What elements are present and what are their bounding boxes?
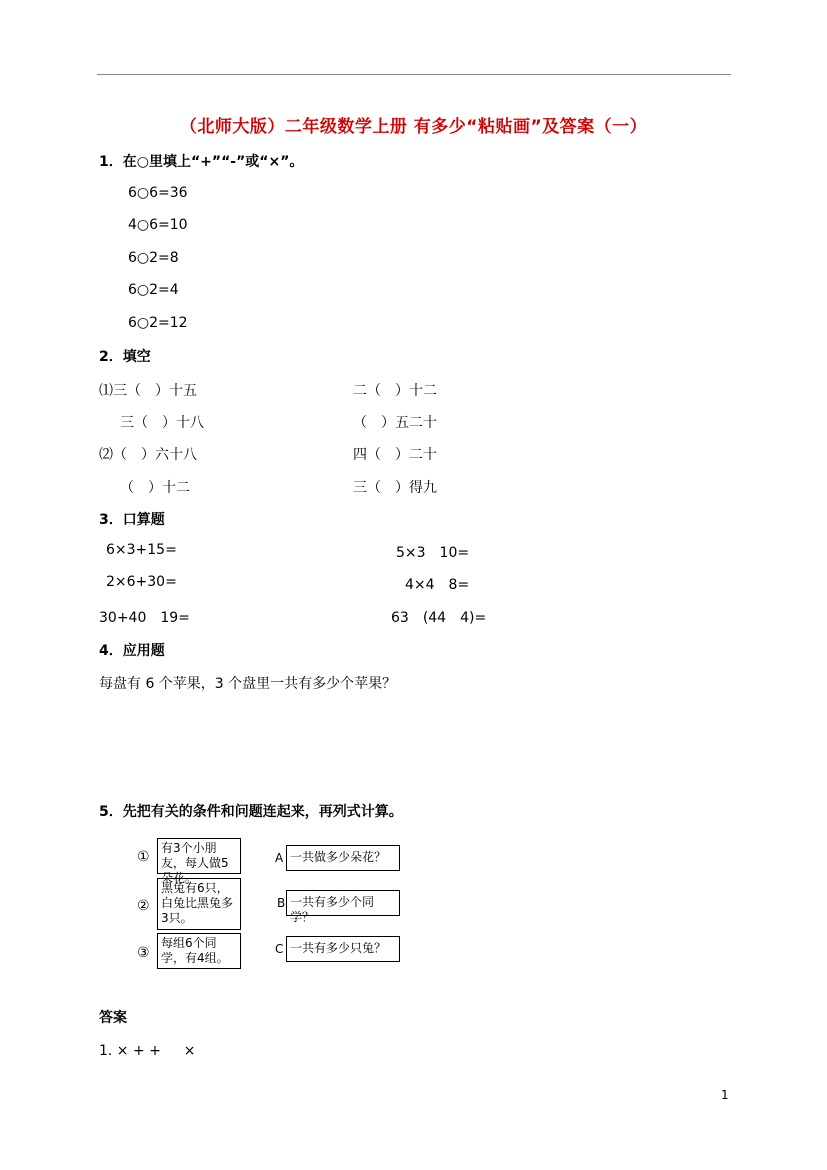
q1-item: 6○2=12 [128, 315, 188, 331]
answer-line: 1. × + + × [99, 1043, 196, 1059]
q2-left-cell: ⑴三（ ）十五 [99, 383, 197, 399]
q3-right-cell: 5×3 10= [396, 545, 470, 561]
q4-text: 每盘有 6 个苹果，3 个盘里一共有多少个苹果？ [99, 676, 397, 692]
condition-number: ③ [137, 945, 150, 961]
question-box: 一共有多少个同学？ [286, 890, 400, 916]
question-label: C [275, 942, 284, 956]
condition-number: ② [137, 898, 150, 914]
page-number: 1 [721, 1088, 729, 1102]
question-label: B [277, 896, 286, 910]
q3-right-cell: 4×4 8= [405, 577, 470, 593]
condition-box: 有3个小朋友，每人做5朵花。 [157, 838, 241, 874]
q3-left-cell: 2×6+30= [106, 574, 177, 590]
q3-right-cell: 63 (44 4)= [391, 610, 487, 626]
q4-heading: 4．应用题 [99, 643, 165, 659]
q3-heading: 3．口算题 [99, 512, 165, 528]
header-rule [97, 74, 731, 75]
q1-item: 6○2=4 [128, 282, 179, 298]
question-box: 一共有多少只兔？ [286, 936, 400, 962]
condition-box: 黑兔有6只，白兔比黑兔多3只。 [157, 878, 241, 930]
q2-left-cell: ⑵（ ）六十八 [99, 447, 197, 463]
q2-heading: 2．填空 [99, 349, 151, 365]
q1-item: 6○2=8 [128, 250, 179, 266]
q1-item: 6○6=36 [128, 185, 188, 201]
q1-item: 4○6=10 [128, 217, 188, 233]
q2-right-cell: 二（ ）十二 [353, 383, 437, 399]
q2-right-cell: （ ）五二十 [353, 415, 437, 431]
q2-left-cell: 三（ ）十八 [120, 415, 204, 431]
q3-left-cell: 6×3+15= [106, 542, 177, 558]
q3-left-cell: 30+40 19= [99, 610, 190, 626]
q5-heading: 5．先把有关的条件和问题连起来，再列式计算。 [99, 804, 403, 820]
q1-heading: 1．在○里填上“+”“-”或“×”。 [99, 154, 304, 170]
answers-heading: 答案 [99, 1010, 127, 1026]
page-title: （北师大版）二年级数学上册 有多少“粘贴画”及答案（一） [179, 117, 648, 137]
q2-left-cell: （ ）十二 [120, 480, 190, 496]
q2-right-cell: 四（ ）二十 [353, 447, 437, 463]
condition-number: ① [137, 849, 150, 865]
question-label: A [275, 851, 284, 865]
question-box: 一共做多少朵花？ [286, 845, 400, 871]
q2-right-cell: 三（ ）得九 [353, 480, 437, 496]
condition-box: 每组6个同学，有4组。 [157, 933, 241, 969]
